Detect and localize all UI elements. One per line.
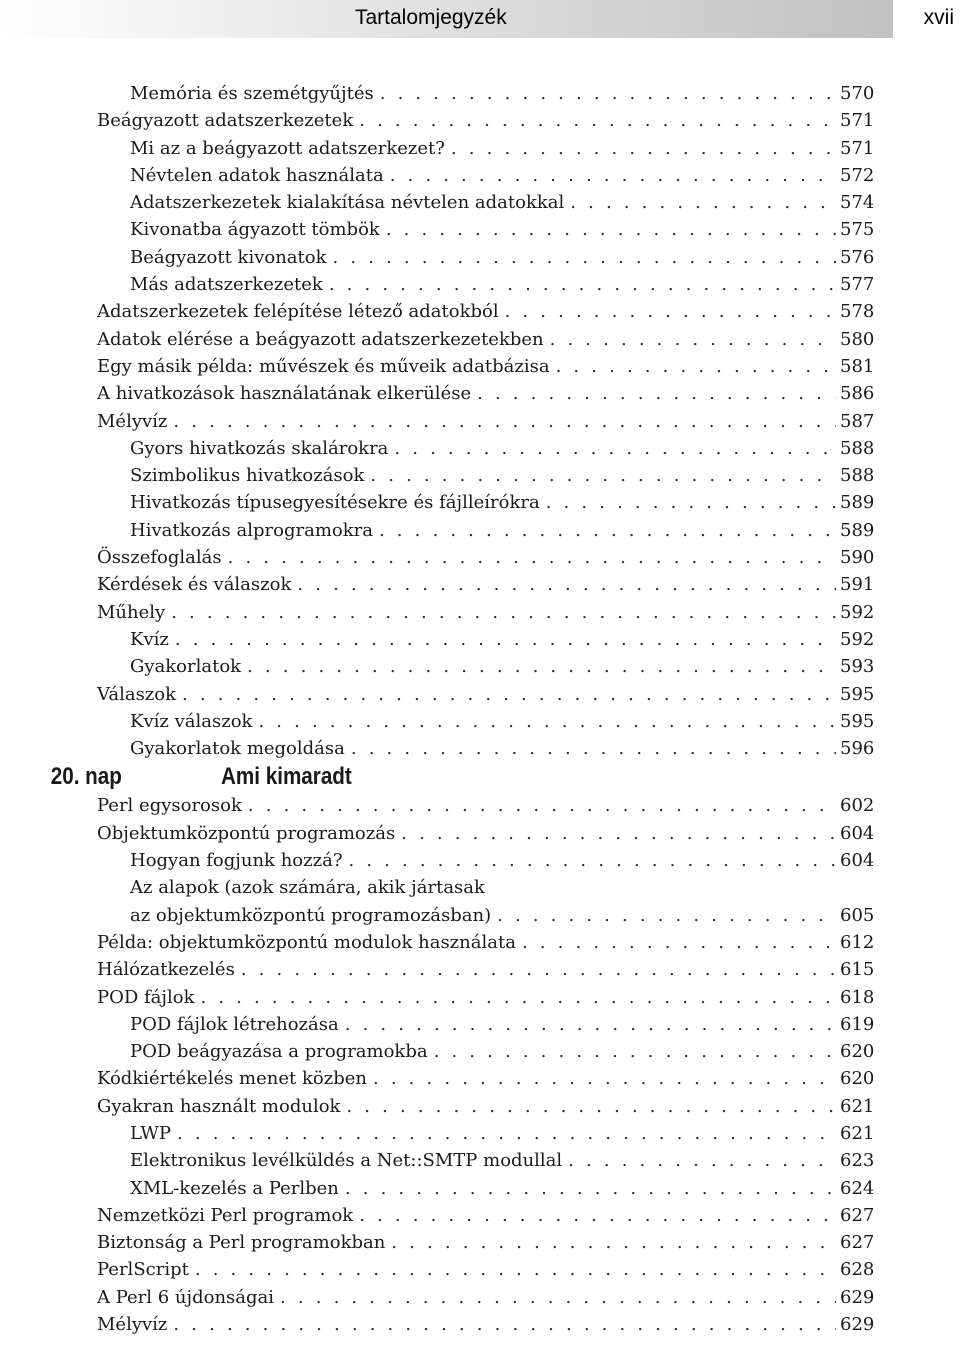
toc-entry[interactable] [0, 902, 960, 929]
toc-entry-page: 595 [840, 710, 875, 732]
dot-leader [568, 1147, 836, 1174]
toc-entry-page: 581 [840, 355, 875, 377]
toc-entry-title: Egy másik példa: művészek és műveik adatbázisa [97, 355, 550, 377]
toc-entry[interactable] [0, 380, 960, 407]
toc-entry-title: Összefoglalás [97, 547, 222, 569]
toc-entry-page: 615 [840, 959, 875, 981]
toc-entry-title: Az alapok (azok számára, akik jártasak [130, 877, 485, 899]
toc-entry-page: 572 [840, 164, 875, 186]
toc-entry-title: Más adatszerkezetek [130, 274, 323, 296]
toc-entry-title: LWP [130, 1122, 172, 1144]
toc-entry-page: 624 [840, 1177, 875, 1199]
toc-entry-title: A hivatkozások használatának elkerülése [97, 383, 472, 405]
dot-leader [379, 517, 836, 544]
toc-entry-page: 571 [840, 137, 875, 159]
toc-entry-title: Hivatkozás alprogramokra [130, 519, 373, 541]
toc-entry[interactable] [0, 1120, 960, 1147]
toc-entry-title: POD beágyazása a programokba [130, 1041, 428, 1063]
dot-leader [297, 571, 836, 598]
dot-leader [497, 902, 836, 929]
toc-entry[interactable] [0, 1011, 960, 1038]
toc-entry-page: 590 [840, 547, 875, 569]
toc-entry[interactable] [0, 626, 960, 653]
dot-leader [348, 847, 836, 874]
dot-leader [248, 792, 836, 819]
toc-entry-page: 589 [840, 519, 875, 541]
dot-leader [556, 353, 836, 380]
dot-leader [280, 1284, 836, 1311]
toc-entry-title: Kvíz [130, 628, 169, 650]
toc-entry-title: Nemzetközi Perl programok [97, 1204, 354, 1226]
toc-entry[interactable] [0, 435, 960, 462]
toc-entry-page: 620 [840, 1068, 875, 1090]
dot-leader [177, 1120, 836, 1147]
dot-leader [247, 653, 836, 680]
dot-leader [451, 135, 836, 162]
toc-entry-title: Hivatkozás típusegyesítésekre és fájlleírókra [130, 492, 540, 514]
toc-entry-title: XML-kezelés a Perlben [130, 1177, 339, 1199]
dot-leader [434, 1038, 836, 1065]
toc-entry[interactable] [0, 735, 960, 762]
dot-leader [195, 1256, 836, 1283]
toc-entry-page: 604 [840, 850, 875, 872]
dot-leader [173, 408, 836, 435]
toc-entry-page: 621 [840, 1095, 875, 1117]
toc-entry-page: 574 [840, 192, 875, 214]
toc-entry-page: 629 [840, 1286, 875, 1308]
toc-entry-title: PerlScript [97, 1259, 189, 1281]
toc-entry-page: 580 [840, 328, 875, 350]
toc-entry-title: POD fájlok [97, 986, 195, 1008]
toc-entry-page: 571 [840, 110, 875, 132]
toc-entry-page: 629 [840, 1314, 875, 1336]
toc-entry-page: 605 [840, 904, 875, 926]
toc-entry-page: 577 [840, 274, 875, 296]
running-title: Tartalomjegyzék [355, 6, 507, 29]
toc-entry-title: Mélyvíz [97, 1314, 168, 1336]
dot-leader [380, 80, 836, 107]
toc-entry-title: Kvíz válaszok [130, 710, 253, 732]
toc-entries-before [0, 80, 960, 762]
toc-entry[interactable] [0, 353, 960, 380]
dot-leader [228, 544, 836, 571]
toc-entry-title: Válaszok [97, 683, 177, 705]
toc-entry-page: 619 [840, 1013, 875, 1035]
toc-entry-title: POD fájlok létrehozása [130, 1013, 339, 1035]
toc-entry[interactable] [0, 517, 960, 544]
toc-entry-page: 604 [840, 822, 875, 844]
toc-entry-page: 588 [840, 465, 875, 487]
toc-entry-title: Műhely [97, 601, 166, 623]
dot-leader [345, 1175, 836, 1202]
toc-entry-page: 570 [840, 83, 875, 104]
toc-entry-title: Névtelen adatok használata [130, 164, 384, 186]
dot-leader [351, 735, 836, 762]
toc-entry[interactable] [0, 135, 960, 162]
toc-entry[interactable] [0, 956, 960, 983]
dot-leader [546, 489, 836, 516]
toc-entry[interactable] [0, 1175, 960, 1202]
dot-leader [359, 107, 836, 134]
toc-entry-title: Objektumközpontú programozás [97, 822, 396, 844]
toc-entry-page: 576 [840, 246, 875, 268]
dot-leader [258, 708, 836, 735]
toc-entry-title: A Perl 6 újdonságai [97, 1286, 275, 1308]
toc-entry-page: 602 [840, 795, 875, 817]
toc-entry-page: 591 [840, 574, 875, 596]
toc-entry[interactable] [0, 462, 960, 489]
toc-entry[interactable] [0, 820, 960, 847]
toc-entry[interactable] [0, 1093, 960, 1120]
toc-entry-title: Perl egysorosok [97, 795, 242, 817]
toc-entry[interactable] [0, 874, 960, 901]
toc-entry-title: Adatszerkezetek kialakítása névtelen adatokkal [130, 192, 565, 214]
page-header [0, 0, 960, 38]
toc-entry-page: 587 [840, 410, 875, 432]
toc-entry-title: Gyakorlatok megoldása [130, 738, 345, 760]
toc-entry-page: 592 [840, 628, 875, 650]
dot-leader [570, 189, 836, 216]
dot-leader [370, 462, 836, 489]
dot-leader [241, 956, 836, 983]
toc-entry[interactable] [0, 1065, 960, 1092]
toc-entry-title: Kérdések és válaszok [97, 574, 292, 596]
toc-entry[interactable] [0, 271, 960, 298]
toc-entry-title: Gyors hivatkozás skalárokra [130, 437, 389, 459]
toc-entry-page: 588 [840, 437, 875, 459]
toc-entry-page: 589 [840, 492, 875, 514]
dot-leader [333, 244, 836, 271]
toc-entry[interactable] [0, 489, 960, 516]
toc-entry[interactable] [0, 298, 960, 325]
toc-entry[interactable] [0, 544, 960, 571]
dot-leader [386, 216, 836, 243]
toc-entry[interactable] [0, 1202, 960, 1229]
toc-entry-page: 592 [840, 601, 875, 623]
toc-entry[interactable] [0, 599, 960, 626]
toc-entry[interactable] [0, 929, 960, 956]
toc-entry-title: Hogyan fogjunk hozzá? [130, 850, 343, 872]
toc-entry-page: 623 [840, 1150, 875, 1172]
toc-entry-page: 620 [840, 1041, 875, 1063]
toc-entry-title: az objektumközpontú programozásban) [130, 904, 492, 926]
toc-entry[interactable] [0, 1229, 960, 1256]
dot-leader [346, 1093, 836, 1120]
toc-entry[interactable] [0, 189, 960, 216]
dot-leader [401, 820, 836, 847]
toc-entry-title: Adatszerkezetek felépítése létező adatokból [97, 301, 499, 323]
toc-entry-page: 575 [840, 219, 875, 241]
toc-entry-title: Mélyvíz [97, 410, 168, 432]
chapter-number: 20. nap [50, 763, 122, 791]
toc-entry-title: Gyakorlatok [130, 656, 242, 678]
toc-entry[interactable] [0, 847, 960, 874]
toc-entry[interactable] [0, 708, 960, 735]
toc-entry[interactable] [0, 107, 960, 134]
dot-leader [391, 1229, 836, 1256]
toc-entries-after [0, 792, 960, 1338]
toc-entry-title: Biztonság a Perl programokban [97, 1232, 386, 1254]
toc-entry-title: Elektronikus levélküldés a Net::SMTP modullal [130, 1150, 563, 1172]
dot-leader [522, 929, 836, 956]
dot-leader [394, 435, 836, 462]
dot-leader [175, 626, 836, 653]
toc-entry[interactable] [0, 80, 960, 107]
toc-entry-title: Memória és szemétgyűjtés [130, 83, 374, 104]
toc-entry-page: 627 [840, 1232, 875, 1254]
dot-leader [345, 1011, 836, 1038]
chapter-heading [0, 762, 826, 792]
toc-entry-page: 586 [840, 383, 875, 405]
dot-leader [390, 162, 836, 189]
dot-leader [373, 1065, 836, 1092]
toc-entry[interactable] [0, 1038, 960, 1065]
toc-entry-title: Szimbolikus hivatkozások [130, 465, 365, 487]
toc-entry-page: 627 [840, 1204, 875, 1226]
toc-entry[interactable] [0, 216, 960, 243]
toc-entry-page: 621 [840, 1122, 875, 1144]
dot-leader [173, 1311, 836, 1338]
toc-entry-title: Példa: objektumközpontú modulok használata [97, 931, 516, 953]
toc-entry-title: Kódkiértékelés menet közben [97, 1068, 367, 1090]
toc-entry[interactable] [0, 571, 960, 598]
dot-leader [505, 298, 836, 325]
dot-leader [201, 984, 837, 1011]
chapter-title: Ami kimaradt [221, 763, 352, 791]
toc-entry[interactable] [0, 792, 960, 819]
toc-entry-title: Hálózatkezelés [97, 959, 235, 981]
toc-entry-page: 596 [840, 738, 875, 760]
table-of-contents [0, 80, 960, 1338]
dot-leader [477, 380, 836, 407]
toc-entry-page: 612 [840, 931, 875, 953]
toc-entry[interactable] [0, 1256, 960, 1283]
toc-entry[interactable] [0, 244, 960, 271]
toc-entry-title: Mi az a beágyazott adatszerkezet? [130, 137, 445, 159]
toc-entry-page: 593 [840, 656, 875, 678]
toc-entry[interactable] [0, 1311, 960, 1338]
toc-entry[interactable] [0, 326, 960, 353]
toc-entry-title: Beágyazott adatszerkezetek [97, 110, 354, 132]
dot-leader [550, 326, 836, 353]
toc-entry[interactable] [0, 162, 960, 189]
toc-entry-title: Adatok elérése a beágyazott adatszerkezetekben [97, 328, 544, 350]
toc-entry-page: 628 [840, 1259, 875, 1281]
page-number: xvii [923, 6, 954, 29]
dot-leader [329, 271, 836, 298]
dot-leader [359, 1202, 836, 1229]
toc-entry[interactable] [0, 653, 960, 680]
toc-entry-title: Gyakran használt modulok [97, 1095, 341, 1117]
toc-entry[interactable] [0, 1284, 960, 1311]
toc-entry-page: 618 [840, 986, 875, 1008]
toc-entry[interactable] [0, 984, 960, 1011]
toc-entry[interactable] [0, 408, 960, 435]
toc-entry[interactable] [0, 1147, 960, 1174]
toc-entry[interactable] [0, 681, 960, 708]
dot-leader [182, 681, 836, 708]
toc-entry-page: 578 [840, 301, 875, 323]
dot-leader [171, 599, 836, 626]
toc-entry-page: 595 [840, 683, 875, 705]
toc-entry-title: Beágyazott kivonatok [130, 246, 327, 268]
toc-entry-title: Kivonatba ágyazott tömbök [130, 219, 380, 241]
page-number-box [896, 0, 960, 38]
